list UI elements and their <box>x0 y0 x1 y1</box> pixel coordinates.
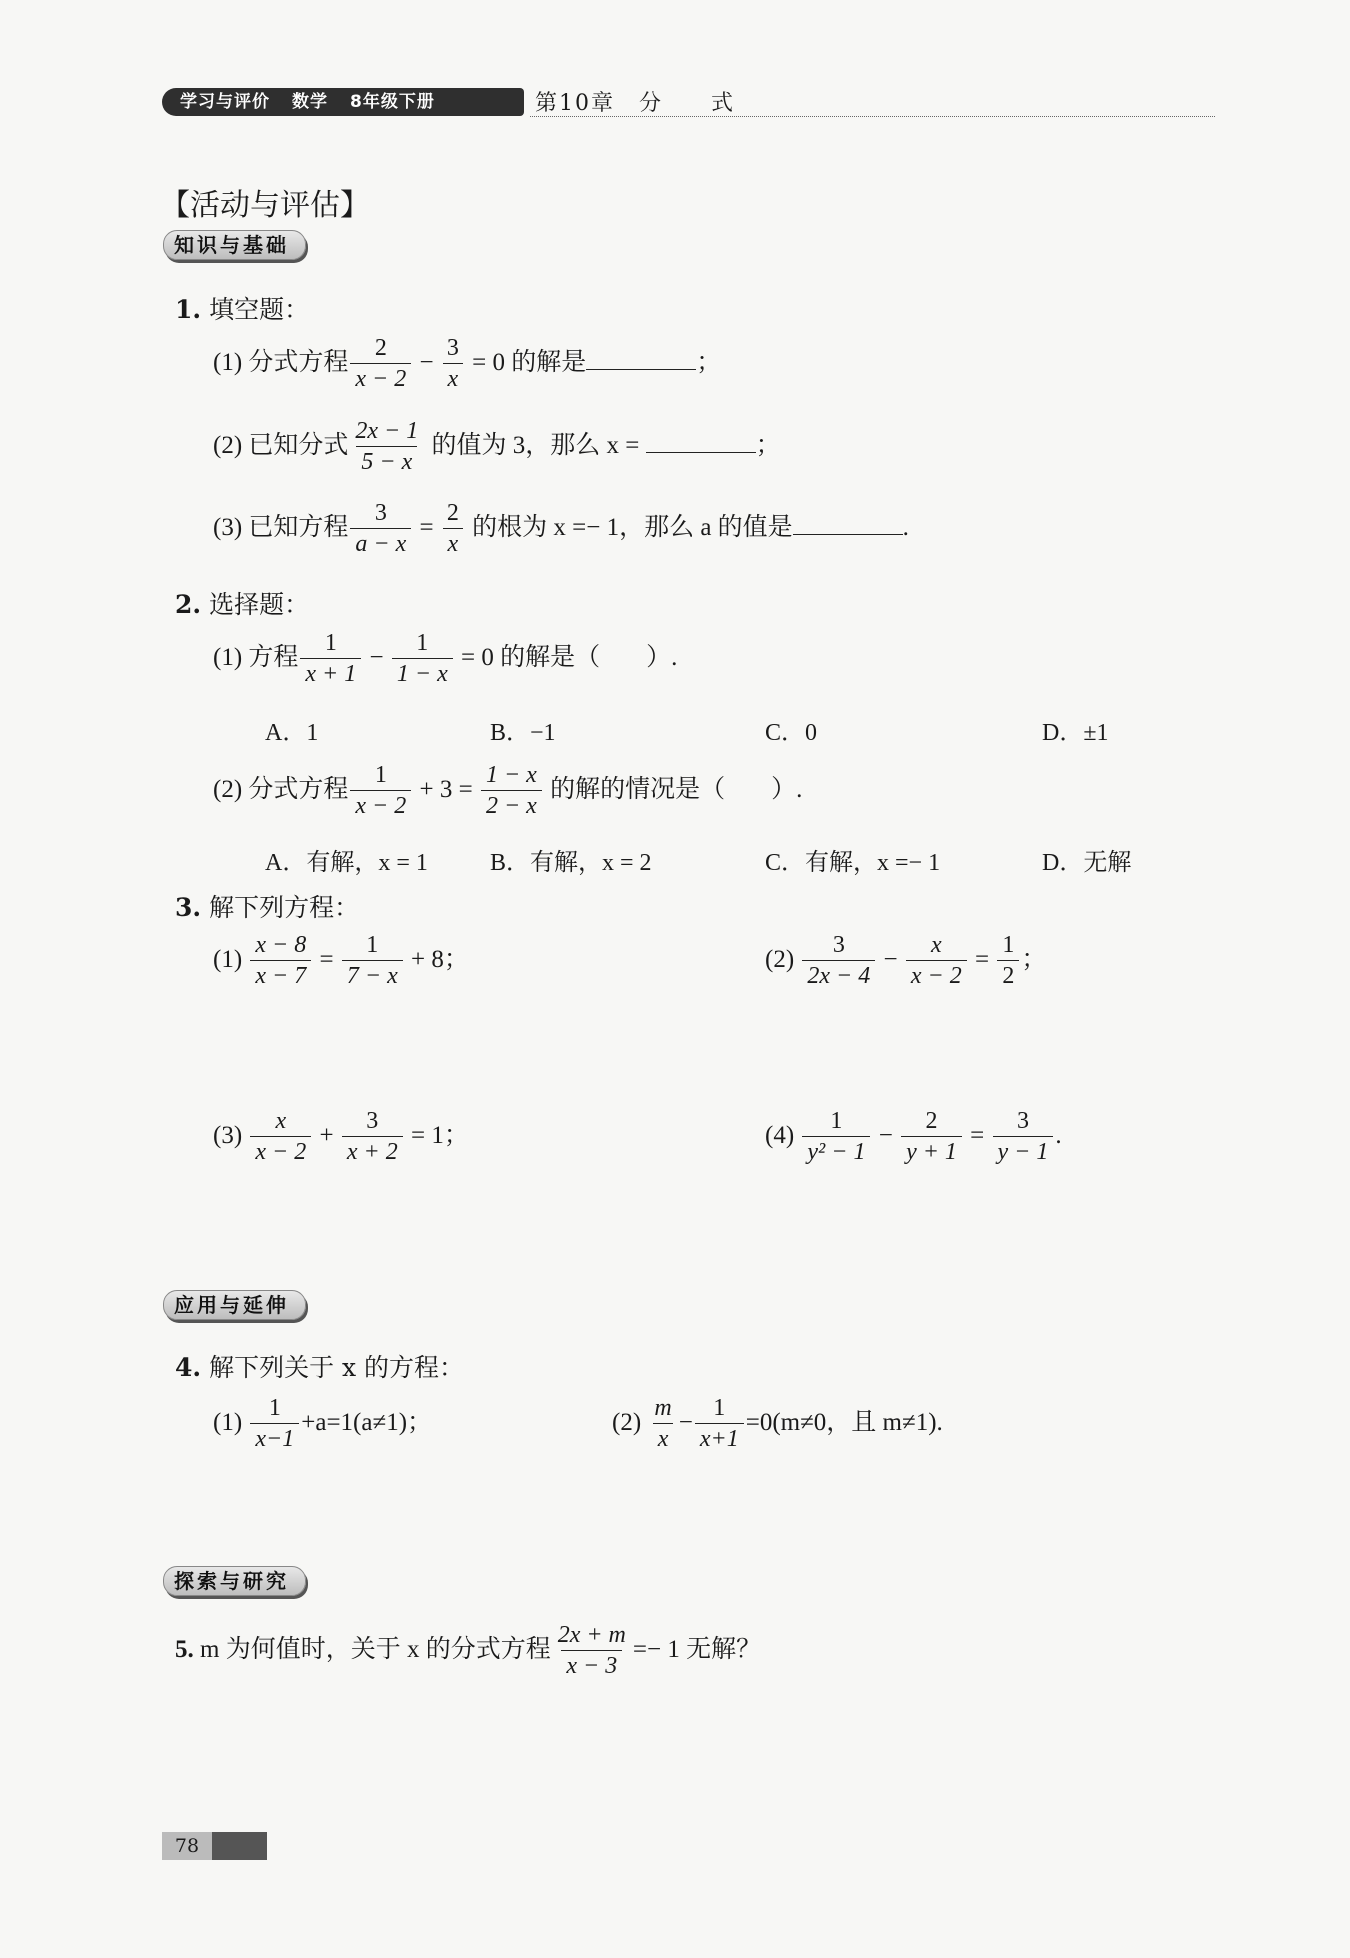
numerator: 2x − 1 <box>355 418 419 444</box>
fraction <box>993 1108 1054 1166</box>
part-text: 的值为 3，那么 x = <box>431 431 640 459</box>
part-label: (3) 已知方程 <box>213 513 349 541</box>
fraction <box>695 1395 744 1453</box>
question-2-title <box>175 585 309 621</box>
part-label: (2) <box>765 945 795 973</box>
numerator: 2 <box>925 1108 938 1134</box>
question-number: 1. <box>175 295 202 324</box>
numerator: x <box>930 932 942 958</box>
numerator: 1 <box>830 1108 843 1134</box>
q2-part2 <box>213 762 802 820</box>
part-label: (1) 方程 <box>213 643 299 671</box>
operator: + 3 = <box>419 775 473 803</box>
question-number: 3. <box>175 893 202 922</box>
punctuation: ； <box>755 431 781 459</box>
fraction <box>481 762 542 820</box>
fraction <box>250 1108 311 1166</box>
numerator: 1 <box>374 762 387 788</box>
choice-a[interactable]: A．有解，x = 1 <box>265 850 428 876</box>
q1-part2 <box>213 418 781 476</box>
punctuation: . <box>1055 1121 1062 1149</box>
question-number: 2. <box>175 590 202 619</box>
section-tag-exploration: 探索与研究 <box>163 1566 306 1596</box>
q3-part4 <box>765 1108 1062 1166</box>
header-grade: 8年级下册 <box>350 92 435 112</box>
fraction <box>300 630 361 688</box>
part-label: (2) <box>612 1408 642 1436</box>
part-label: (1) <box>213 945 243 973</box>
fraction <box>997 932 1019 990</box>
choice-b[interactable]: B．有解，x = 2 <box>490 850 652 876</box>
fraction <box>350 762 411 820</box>
q2-part1 <box>213 630 677 688</box>
choice-a[interactable]: A．1 <box>265 720 319 746</box>
numerator: 3 <box>832 932 845 958</box>
part-text: =0(m≠0，且 m≠1). <box>745 1408 943 1436</box>
header-bar <box>162 88 524 116</box>
denominator: x − 3 <box>561 1650 622 1681</box>
question-title: 选择题： <box>209 590 310 619</box>
question-title: 解下列方程： <box>209 893 360 922</box>
part-label: (4) <box>765 1121 795 1149</box>
denominator: 5 − x <box>356 446 417 477</box>
page-number: 78 <box>162 1832 212 1860</box>
denominator: 7 − x <box>342 960 403 991</box>
section-tag-application: 应用与延伸 <box>163 1290 306 1320</box>
denominator: x − 2 <box>906 960 967 991</box>
part-text: = 0 的解是 <box>472 348 587 376</box>
operator: − <box>369 643 384 671</box>
denominator: x − 7 <box>250 960 311 991</box>
denominator: a − x <box>350 528 411 559</box>
denominator: 2 − x <box>481 790 542 821</box>
fraction <box>802 932 875 990</box>
q1-part3 <box>213 500 909 558</box>
numerator: x − 8 <box>255 932 307 958</box>
denominator: x + 1 <box>300 658 361 689</box>
part-text: 的解的情况是（ <box>550 775 726 803</box>
part-label: (2) 分式方程 <box>213 775 349 803</box>
header-subject: 数学 <box>292 92 328 112</box>
numerator: 1 − x <box>485 762 537 788</box>
question-1-title <box>175 290 309 326</box>
operator: + <box>319 1121 334 1149</box>
denominator: x − 2 <box>350 363 411 394</box>
question-4-title <box>175 1348 464 1384</box>
operator: = <box>970 1121 985 1149</box>
fraction <box>350 500 411 558</box>
denominator: x−1 <box>250 1423 299 1454</box>
numerator: x <box>275 1108 287 1134</box>
question-text: m 为何值时，关于 x 的分式方程 <box>200 1635 551 1663</box>
chapter-title: 第10章 分 式 <box>535 91 735 116</box>
part-text: 的根为 x =− 1，那么 a 的值是 <box>472 513 793 541</box>
denominator: 2x − 4 <box>802 960 875 991</box>
fraction <box>901 1108 962 1166</box>
q3-part2 <box>765 932 1046 990</box>
numerator: 3 <box>374 500 387 526</box>
numerator: 2x + m <box>557 1622 626 1648</box>
fraction <box>649 1395 676 1453</box>
denominator: 2 <box>997 960 1019 991</box>
answer-blank[interactable] <box>586 347 696 370</box>
numerator: 1 <box>713 1395 726 1421</box>
numerator: 1 <box>416 630 429 656</box>
fraction <box>250 932 311 990</box>
fraction <box>342 1108 403 1166</box>
fraction <box>442 335 464 393</box>
denominator: x <box>443 363 464 394</box>
denominator: x − 2 <box>250 1136 311 1167</box>
header-divider <box>530 116 1215 117</box>
denominator: x + 2 <box>342 1136 403 1167</box>
q3-part1 <box>213 932 469 990</box>
numerator: m <box>654 1395 672 1421</box>
operator: = <box>419 513 434 541</box>
part-text: = 1； <box>410 1121 469 1149</box>
punctuation: ； <box>1021 945 1047 973</box>
header-book: 学习与评价 <box>180 92 270 112</box>
numerator: 2 <box>446 500 459 526</box>
choice-d[interactable]: D．无解 <box>1042 850 1132 876</box>
operator: − <box>878 1121 893 1149</box>
question-5 <box>175 1622 761 1680</box>
question-3-title <box>175 888 359 924</box>
q4-part2 <box>612 1395 943 1453</box>
fraction <box>350 418 423 476</box>
denominator: x <box>653 1423 674 1454</box>
choice-c[interactable]: C．有解，x =− 1 <box>765 850 941 876</box>
part-label: (3) <box>213 1121 243 1149</box>
choice-d[interactable]: D．±1 <box>1042 720 1109 746</box>
answer-blank[interactable] <box>646 430 756 453</box>
denominator: y − 1 <box>993 1136 1054 1167</box>
part-text: + 8； <box>410 945 469 973</box>
operator: − <box>419 348 434 376</box>
part-text: = 0 的解是（ <box>460 643 601 671</box>
section-tag-basics: 知识与基础 <box>163 230 306 260</box>
part-label: (2) 已知分式 <box>213 431 349 459</box>
section-title: 【活动与评估】 <box>160 188 370 223</box>
question-number: 4. <box>175 1353 202 1382</box>
denominator: 1 − x <box>392 658 453 689</box>
part-text: +a=1(a≠1)； <box>301 1408 433 1436</box>
numerator: 3 <box>1016 1108 1029 1134</box>
denominator: x <box>443 528 464 559</box>
q4-part1 <box>213 1395 432 1453</box>
punctuation: . <box>902 513 909 541</box>
punctuation: ）. <box>646 643 678 671</box>
question-title: 解下列关于 x 的方程： <box>209 1353 465 1382</box>
q1-part1 <box>213 335 721 393</box>
fraction <box>802 1108 870 1166</box>
fraction <box>342 932 403 990</box>
operator: − <box>678 1408 693 1436</box>
fraction <box>350 335 411 393</box>
fraction <box>553 1622 631 1680</box>
denominator: x+1 <box>695 1423 744 1454</box>
numerator: 3 <box>366 1108 379 1134</box>
fraction <box>442 500 464 558</box>
part-label: (1) 分式方程 <box>213 348 349 376</box>
numerator: 1 <box>324 630 337 656</box>
part-label: (1) <box>213 1408 243 1436</box>
fraction <box>250 1395 299 1453</box>
numerator: 1 <box>1002 932 1015 958</box>
operator: = <box>974 945 990 973</box>
choice-c[interactable]: C．0 <box>765 720 818 746</box>
fraction <box>906 932 967 990</box>
numerator: 2 <box>374 335 387 361</box>
fraction <box>392 630 453 688</box>
numerator: 3 <box>446 335 459 361</box>
answer-blank[interactable] <box>793 512 903 535</box>
punctuation: ）. <box>771 775 803 803</box>
denominator: y² − 1 <box>802 1136 870 1167</box>
question-number: 5. <box>175 1635 194 1663</box>
question-title: 填空题： <box>209 295 310 324</box>
numerator: 1 <box>268 1395 281 1421</box>
question-text: =− 1 无解？ <box>632 1635 762 1663</box>
numerator: 1 <box>366 932 379 958</box>
punctuation: ； <box>696 348 722 376</box>
denominator: y + 1 <box>901 1136 962 1167</box>
denominator: x − 2 <box>350 790 411 821</box>
operator: − <box>883 945 898 973</box>
choice-b[interactable]: B．−1 <box>490 720 556 746</box>
q3-part3 <box>213 1108 469 1166</box>
operator: = <box>319 945 334 973</box>
